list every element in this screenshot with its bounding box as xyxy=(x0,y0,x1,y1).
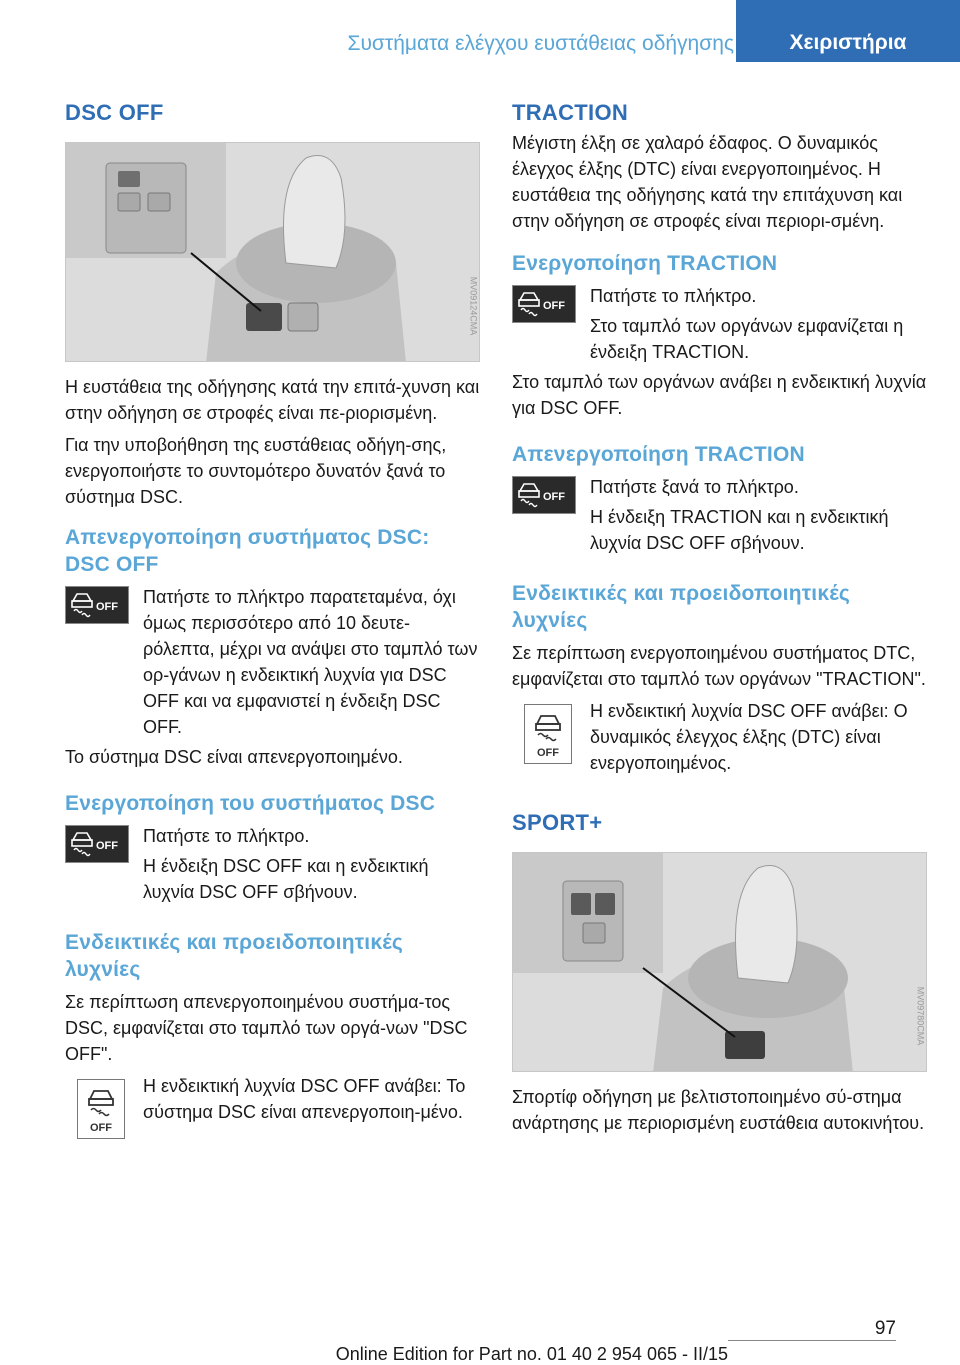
photo-code: MV09780CMA xyxy=(915,986,926,1046)
paragraph: Στο ταμπλό των οργάνων ανάβει η ενδεικτική λυχνία για DSC OFF. xyxy=(512,372,927,418)
dsc-off-button-icon xyxy=(65,825,129,863)
svg-text:OFF: OFF xyxy=(537,747,559,759)
activate-dsc-heading: Ενεργοποίηση του συστήματος DSC xyxy=(65,792,436,815)
dsc-off-lamp-icon xyxy=(77,1079,125,1139)
deactivate-traction-heading: Απενεργοποίηση TRACTION xyxy=(512,443,805,466)
edition-note: Online Edition for Part no. 01 40 2 954 065 - II/15 xyxy=(335,1344,728,1364)
paragraph: Στο ταμπλό των οργάνων εμφανίζεται η ένδειξη TRACTION. xyxy=(590,316,904,362)
lamp-instruction xyxy=(65,1073,480,1139)
paragraph: Πατήστε το πλήκτρο παρατεταμένα, όχι όμως περισσότερο από 10 δευτε-ρόλεπτα, μέχρι να ανάψει στο ταμπλό των ορ-γάνων η ενδεικτική λυχνία για DSC OFF και να εμφανιστεί η ένδειξη DSC OFF. xyxy=(143,587,478,737)
left-column xyxy=(65,100,480,1139)
traction-on-instruction xyxy=(512,283,927,369)
paragraph: Πατήστε ξανά το πλήκτρο. xyxy=(590,477,799,497)
warning-lamps-heading: Ενδεικτικές και προειδοποιητικές λυχνίες xyxy=(512,582,851,632)
paragraph: Η ευστάθεια της οδήγησης κατά την επιτά-χυνση και στην οδήγηση σε στροφές είναι πε-ριορισμένη. xyxy=(65,377,480,423)
gear-shift-illustration xyxy=(513,853,927,1072)
paragraph: Για την υποβοήθηση της ευστάθειας οδήγη-σης, ενεργοποιήστε το συντομότερο δυνατόν ξανά το σύστημα DSC. xyxy=(65,435,447,507)
svg-text:OFF: OFF xyxy=(96,840,118,852)
paragraph: Πατήστε το πλήκτρο. xyxy=(590,286,757,306)
dsc-off-button-instruction xyxy=(65,584,480,744)
svg-text:OFF: OFF xyxy=(543,491,565,503)
page-header xyxy=(0,0,960,62)
paragraph: Σε περίπτωση ενεργοποιημένου συστήματος DTC, εμφανίζεται στο ταμπλό των οργάνων "TRACTION". xyxy=(512,643,926,689)
svg-text:OFF: OFF xyxy=(543,300,565,312)
paragraph: Το σύστημα DSC είναι απενεργοποιημένο. xyxy=(65,747,403,767)
paragraph: Σε περίπτωση απενεργοποιημένου συστήμα-τος DSC, εμφανίζεται στο ταμπλό των οργά-νων "DSC OFF". xyxy=(65,992,468,1064)
dsc-off-button-icon xyxy=(512,476,576,514)
paragraph: Μέγιστη έλξη σε χαλαρό έδαφος. Ο δυναμικός έλεγχος έλξης (DTC) είναι ενεργοποιημένος. Η ευστάθεια της οδήγησης κατά την επιτάχυνση και στην οδήγηση σε στροφές είναι περιορι-σμένη. xyxy=(512,133,903,231)
sport-plus-title: SPORT+ xyxy=(512,810,603,835)
section-tab[interactable]: Χειριστήρια xyxy=(736,0,960,62)
paragraph: Η ενδεικτική λυχνία DSC OFF ανάβει: Ο δυναμικός έλεγχος έλξης (DTC) είναι ενεργοποιημένος. xyxy=(590,701,908,773)
right-column xyxy=(512,100,927,1142)
gear-shift-illustration xyxy=(66,143,480,362)
page-number: 97 xyxy=(874,1318,896,1339)
paragraph: Η ένδειξη TRACTION και η ενδεικτική λυχνία DSC OFF σβήνουν. xyxy=(590,507,889,553)
deactivate-dsc-heading: Απενεργοποίηση συστήματος DSC: DSC OFF xyxy=(65,526,430,576)
page-footer xyxy=(0,1318,960,1364)
activate-traction-heading: Ενεργοποίηση TRACTION xyxy=(512,252,778,275)
dsc-off-lamp-icon xyxy=(524,704,572,764)
svg-text:OFF: OFF xyxy=(96,601,118,613)
dsc-off-button-icon xyxy=(512,285,576,323)
dsc-on-button-instruction xyxy=(65,823,480,909)
lamp-instruction xyxy=(512,698,927,780)
photo-code: MV09124CMA xyxy=(468,276,479,336)
paragraph: Σπορτίφ οδήγηση με βελτιστοποιημένο σύ-στημα ανάρτησης με περιορισμένη ευστάθεια αυτοκινήτου. xyxy=(512,1087,925,1133)
center-console-photo xyxy=(65,142,480,362)
warning-lamps-heading: Ενδεικτικές και προειδοποιητικές λυχνίες xyxy=(65,931,404,981)
paragraph: Πατήστε το πλήκτρο. xyxy=(143,826,310,846)
dsc-off-button-icon xyxy=(65,586,129,624)
paragraph: Η ένδειξη DSC OFF και η ενδεικτική λυχνία DSC OFF σβήνουν. xyxy=(143,856,429,902)
paragraph: Η ενδεικτική λυχνία DSC OFF ανάβει: Το σύστημα DSC είναι απενεργοποιη-μένο. xyxy=(143,1076,466,1122)
footer-divider xyxy=(728,1340,896,1341)
svg-text:OFF: OFF xyxy=(90,1122,112,1134)
traction-title: TRACTION xyxy=(512,100,629,125)
chapter-title: Συστήματα ελέγχου ευστάθειας οδήγησης xyxy=(347,32,734,55)
center-console-photo xyxy=(512,852,927,1072)
traction-off-instruction xyxy=(512,474,927,560)
dsc-off-title: DSC OFF xyxy=(65,100,164,125)
